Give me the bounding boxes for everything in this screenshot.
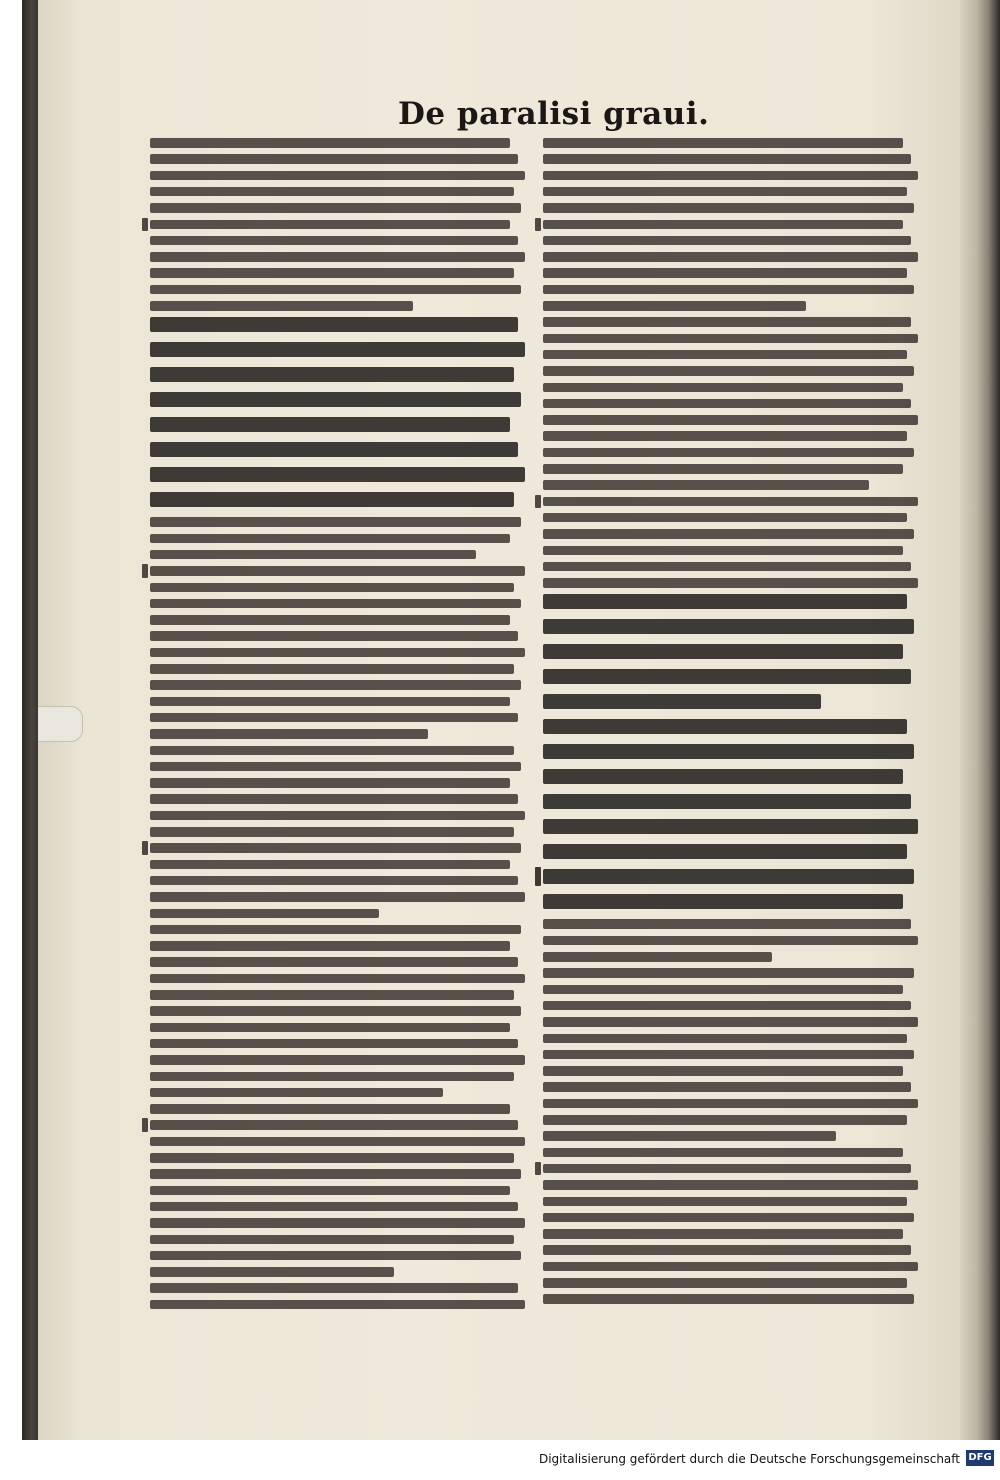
text-line bbox=[150, 517, 521, 527]
text-line bbox=[543, 415, 918, 425]
text-line bbox=[150, 762, 521, 772]
text-line bbox=[543, 399, 911, 409]
text-line bbox=[150, 1104, 510, 1114]
text-line bbox=[543, 719, 907, 734]
text-line bbox=[543, 236, 911, 246]
text-line bbox=[150, 713, 518, 723]
text-line bbox=[543, 694, 821, 709]
text-line bbox=[543, 366, 914, 376]
text-line bbox=[543, 317, 911, 327]
text-line bbox=[150, 909, 379, 919]
text-line bbox=[543, 894, 903, 909]
text-line bbox=[543, 1180, 918, 1190]
text-line bbox=[543, 1001, 911, 1011]
text-line bbox=[543, 171, 918, 181]
text-line bbox=[150, 631, 518, 641]
text-line bbox=[150, 236, 518, 246]
text-line bbox=[150, 648, 525, 658]
text-line bbox=[543, 1082, 911, 1092]
text-line bbox=[543, 252, 918, 262]
text-line bbox=[150, 1006, 521, 1016]
text-line bbox=[150, 566, 525, 576]
text-line bbox=[150, 550, 476, 560]
text-line bbox=[150, 892, 525, 902]
text-line bbox=[543, 513, 907, 523]
text-line bbox=[543, 383, 903, 393]
text-line bbox=[150, 843, 521, 853]
text-line bbox=[150, 974, 525, 984]
text-line bbox=[543, 154, 911, 164]
text-line bbox=[543, 1278, 907, 1288]
text-line bbox=[150, 1088, 443, 1098]
text-line bbox=[150, 811, 525, 821]
text-line bbox=[543, 1066, 903, 1076]
text-line bbox=[150, 268, 514, 278]
text-line bbox=[543, 1229, 903, 1239]
text-line bbox=[150, 778, 510, 788]
text-line bbox=[543, 1131, 836, 1141]
text-line bbox=[543, 1164, 911, 1174]
text-line bbox=[543, 1213, 914, 1223]
text-line bbox=[150, 827, 514, 837]
text-line bbox=[150, 1235, 514, 1245]
text-line bbox=[543, 1148, 903, 1158]
text-line bbox=[150, 941, 510, 951]
text-line bbox=[150, 680, 521, 690]
text-line bbox=[150, 1039, 518, 1049]
text-line bbox=[150, 252, 525, 262]
scan-margin bbox=[0, 0, 23, 1440]
text-line bbox=[150, 1137, 525, 1147]
text-line bbox=[543, 480, 869, 490]
text-line bbox=[543, 1017, 918, 1027]
text-line bbox=[543, 644, 903, 659]
text-line bbox=[543, 1050, 914, 1060]
text-line bbox=[150, 285, 521, 295]
dfg-logo: DFG bbox=[966, 1450, 994, 1466]
text-line bbox=[150, 417, 510, 432]
text-line bbox=[543, 819, 918, 834]
funding-credit: Digitalisierung gefördert durch die Deutsche Forschungsgemeinschaft bbox=[538, 1452, 960, 1466]
text-line bbox=[150, 138, 510, 148]
text-line bbox=[543, 769, 903, 784]
text-line bbox=[543, 301, 806, 311]
text-line bbox=[543, 546, 903, 556]
text-line bbox=[150, 746, 514, 756]
text-line bbox=[543, 448, 914, 458]
text-line bbox=[543, 1197, 907, 1207]
text-line bbox=[543, 744, 914, 759]
text-line bbox=[543, 1034, 907, 1044]
text-line bbox=[150, 1283, 518, 1293]
text-line bbox=[150, 187, 514, 197]
text-line bbox=[150, 599, 521, 609]
text-line bbox=[543, 594, 907, 609]
text-line bbox=[150, 925, 521, 935]
text-line bbox=[150, 1202, 518, 1212]
text-line bbox=[150, 1186, 510, 1196]
text-line bbox=[150, 1072, 514, 1082]
text-line bbox=[150, 860, 510, 870]
bookmark-strip bbox=[38, 706, 83, 742]
text-line bbox=[150, 664, 514, 674]
text-line bbox=[150, 1169, 521, 1179]
text-line bbox=[150, 154, 518, 164]
text-line bbox=[150, 203, 521, 213]
book-cover-edge bbox=[22, 0, 38, 1440]
text-line bbox=[543, 1294, 914, 1304]
text-line bbox=[543, 285, 914, 295]
text-line bbox=[543, 578, 918, 588]
text-line bbox=[543, 464, 903, 474]
text-line bbox=[150, 615, 510, 625]
text-line bbox=[150, 220, 510, 230]
text-line bbox=[150, 1251, 521, 1261]
text-line bbox=[543, 952, 772, 962]
text-line bbox=[543, 936, 918, 946]
text-line bbox=[150, 794, 518, 804]
text-line bbox=[150, 1023, 510, 1033]
text-line bbox=[543, 334, 918, 344]
text-line bbox=[150, 342, 525, 357]
text-line bbox=[150, 1300, 525, 1310]
text-line bbox=[543, 619, 914, 634]
text-line bbox=[543, 1115, 907, 1125]
text-line bbox=[543, 794, 911, 809]
text-line bbox=[543, 529, 914, 539]
text-line bbox=[150, 729, 428, 739]
text-line bbox=[150, 1055, 525, 1065]
text-line bbox=[543, 844, 907, 859]
text-line bbox=[150, 171, 525, 181]
text-line bbox=[150, 467, 525, 482]
text-line bbox=[543, 1245, 911, 1255]
text-line bbox=[543, 203, 914, 213]
text-line bbox=[543, 562, 911, 572]
digitization-footer bbox=[0, 1440, 1000, 1480]
text-line bbox=[543, 1099, 918, 1109]
text-line bbox=[543, 497, 918, 507]
text-line bbox=[150, 392, 521, 407]
text-line bbox=[150, 957, 518, 967]
text-line bbox=[150, 1153, 514, 1163]
text-line bbox=[150, 583, 514, 593]
text-line bbox=[543, 1262, 918, 1272]
text-line bbox=[150, 534, 510, 544]
text-line bbox=[543, 431, 907, 441]
running-head: De paralisi graui. bbox=[398, 96, 710, 132]
text-line bbox=[150, 442, 518, 457]
text-line bbox=[543, 919, 911, 929]
text-line bbox=[150, 492, 514, 507]
text-line bbox=[150, 1267, 394, 1277]
page-edges bbox=[960, 0, 1000, 1440]
text-line bbox=[543, 187, 907, 197]
text-line bbox=[543, 220, 903, 230]
text-line bbox=[150, 367, 514, 382]
text-line bbox=[150, 990, 514, 1000]
text-line bbox=[150, 1218, 525, 1228]
text-line bbox=[150, 301, 413, 311]
text-line bbox=[543, 669, 911, 684]
text-line bbox=[150, 697, 510, 707]
text-line bbox=[543, 985, 903, 995]
text-line bbox=[543, 869, 914, 884]
text-line bbox=[150, 876, 518, 886]
text-line bbox=[150, 317, 518, 332]
text-line bbox=[543, 268, 907, 278]
text-line bbox=[543, 968, 914, 978]
text-line bbox=[543, 350, 907, 360]
text-line bbox=[543, 138, 903, 148]
text-line bbox=[150, 1120, 518, 1130]
